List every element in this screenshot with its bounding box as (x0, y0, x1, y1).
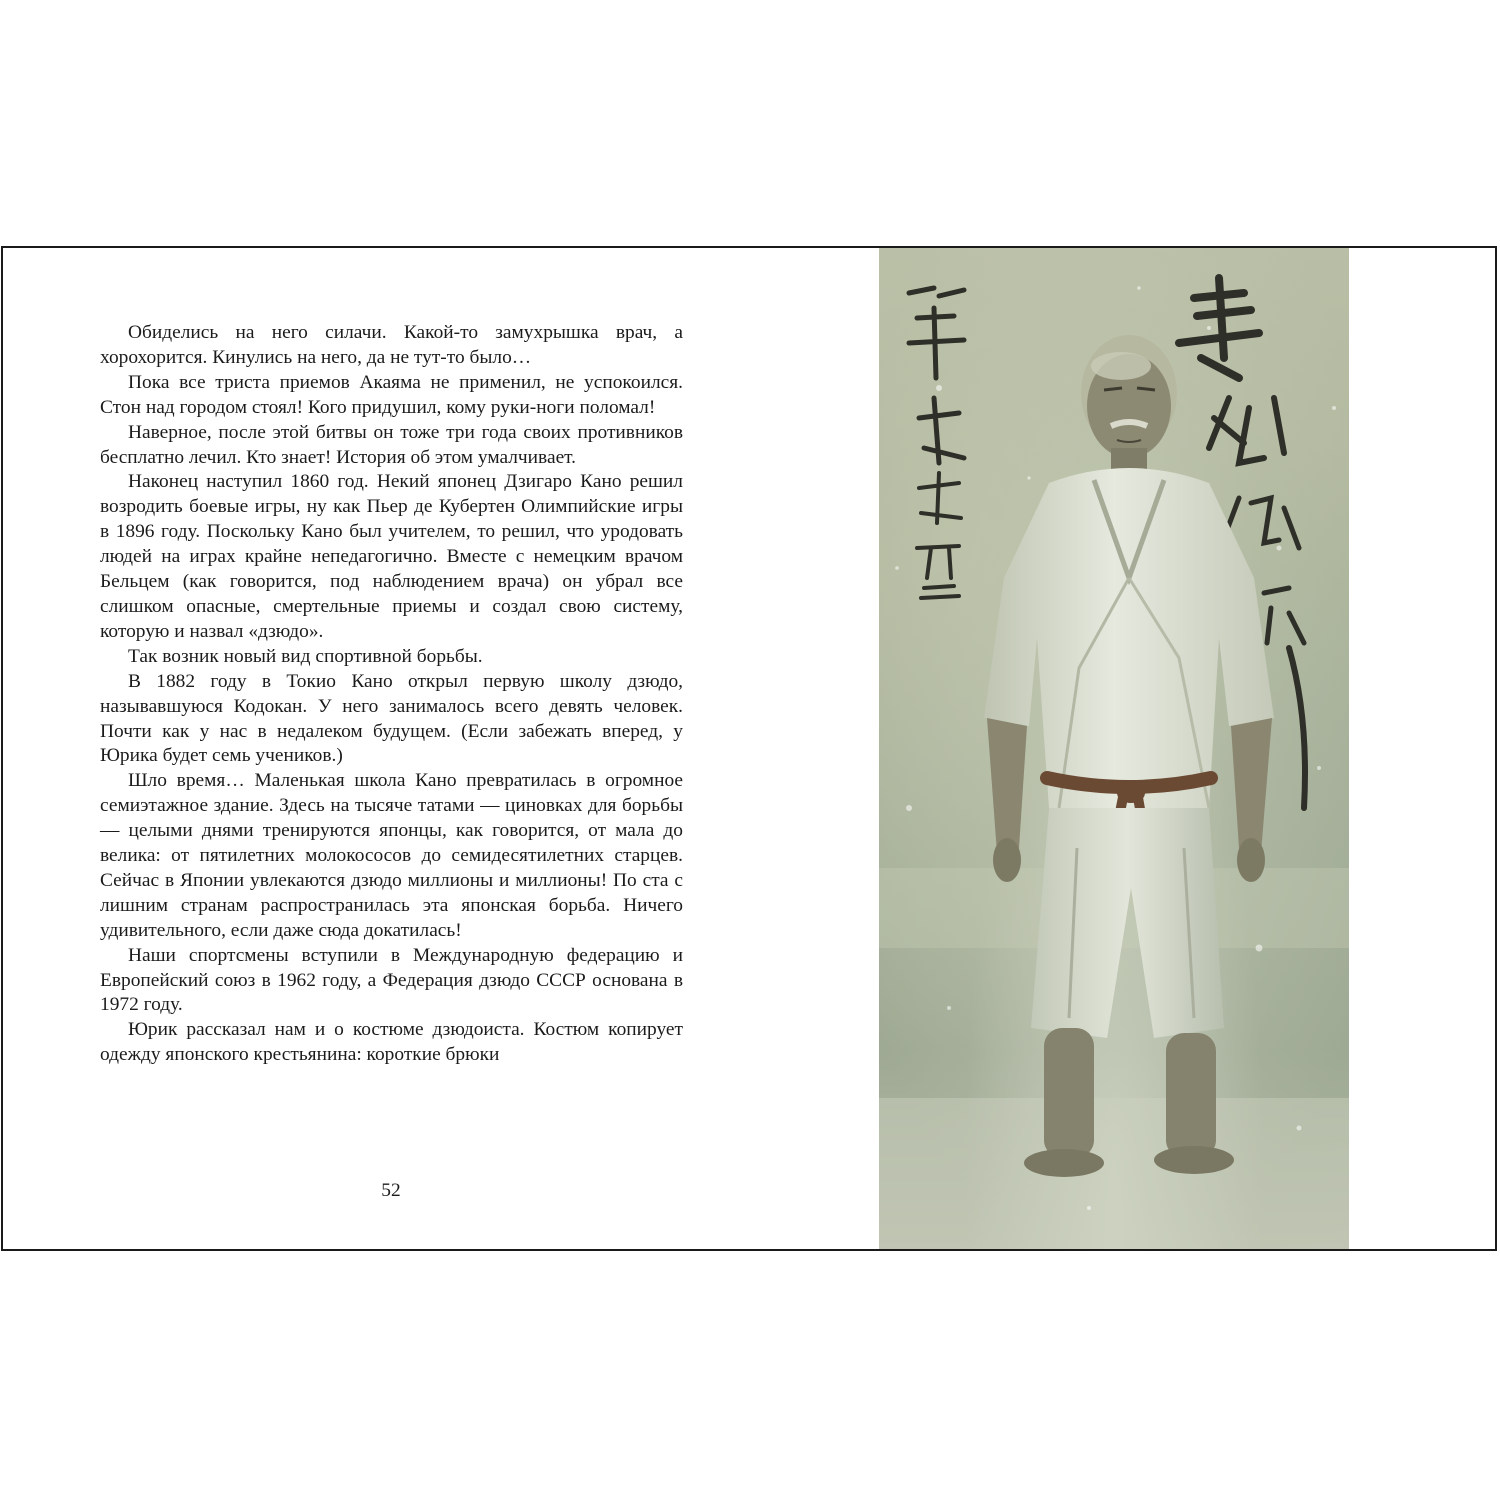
illustration-painting (879, 248, 1349, 1249)
paragraph-3: Наверное, после этой битвы он тоже три года своих противников бесплатно лечил. Кто знает! История об этом умалчивает. (100, 421, 683, 468)
paragraph-7: Шло время… Маленькая школа Кано превратилась в огромное семиэтажное здание. Здесь на тысяче татами — циновках для борьбы — целыми днями тренируются японцы, как говорится, от мала до велика: от пятилетних молокососов до семидесятилетних старцев. Сейчас в Японии увлекаются дзюдо миллионы и миллионы! По ста с лишним странам распространилась эта японская борьба. Ничего удивительного, если даже сюда докатилась! (100, 770, 683, 941)
paragraph-8: Наши спортсмены вступили в Международную федерацию и Европейский союз в 1962 году, а Федерация дзюдо СССР основана в 1972 году. (100, 944, 683, 1016)
book-spread (1, 246, 1497, 1251)
paragraph-2: Пока все триста приемов Акаяма не применил, не успокоился. Стон над городом стоял! Кого придушил, кому руки-ноги поломал! (100, 371, 683, 418)
paragraph-5: Так возник новый вид спортивной борьбы. (128, 645, 483, 667)
paragraph-4: Наконец наступил 1860 год. Некий японец Дзигаро Кано решил возродить боевые игры, ну как Пьер де Кубертен Олимпийские игры в 1896 году. Поскольку Кано был учителем, то решил, что уродовать людей на играх крайне непедагогично. Вместе с немецким врачом Бельцем (как говорится, под наблюдением врача) он убрал все слишком опасные, смертельные приемы и создал свою систему, которую и назвал «дзюдо». (100, 471, 683, 642)
paragraph-9: Юрик рассказал нам и о костюме дзюдоиста. Костюм копирует одежду японского крестьянина: короткие брюки (100, 1019, 683, 1066)
paragraph-6: В 1882 году в Токио Кано открыл первую школу дзюдо, называвшуюся Кодокан. У него занималось всего девять человек. Почти как у нас в недалеком будущем. (Если забежать вперед, у Юрика будет семь учеников.) (100, 670, 683, 767)
judo-master-illustration (879, 248, 1349, 1249)
text-column (100, 321, 683, 1068)
page-number: 52 (381, 1180, 401, 1201)
paragraph-1: Обиделись на него силачи. Какой-то замухрышка врач, а хорохорится. Кинулись на него, да не тут-то было… (100, 322, 683, 368)
